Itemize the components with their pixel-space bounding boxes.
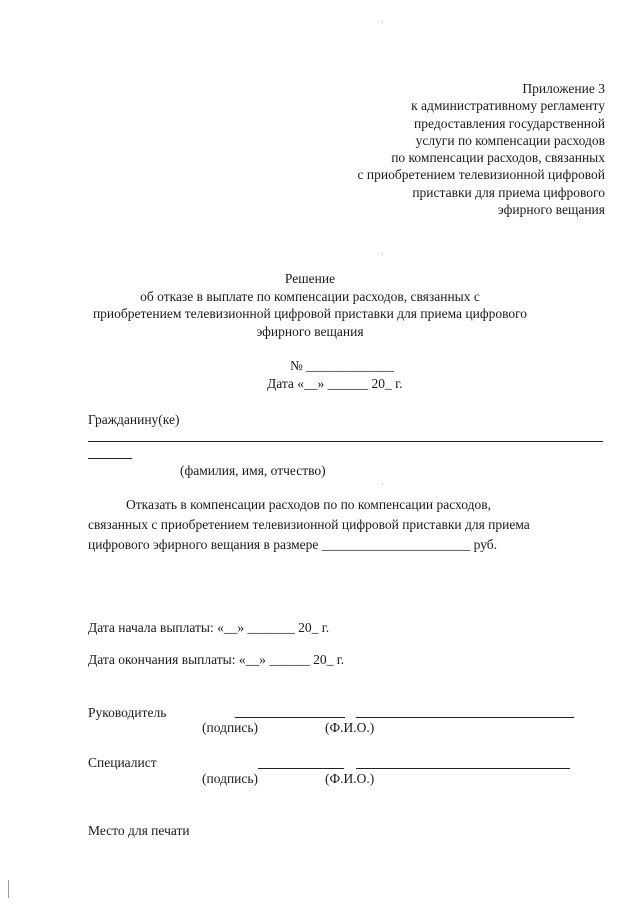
title-line: об отказе в выплате по компенсации расходов, связанных с [140,288,480,304]
scan-dot: · [381,18,384,27]
scan-edge-mark [8,880,9,898]
decision-date: Дата «__» ______ 20_ г. [267,376,403,391]
appendix-line: услуги по компенсации расходов [415,132,605,148]
specialist-name-caption: (Ф.И.О.) [325,771,375,786]
title-line: приобретением телевизионной цифровой приставки для приема цифрового [92,306,528,321]
title-line: эфирного вещания [256,323,364,339]
specialist-name-line [356,768,570,769]
title-heading: Решение [284,271,336,286]
body-line: цифрового эфирного вещания в размере ______________________ руб. [88,537,498,552]
appendix-line: эфирного вещания [497,202,605,218]
appendix-line: приставки для приема цифрового [412,184,605,200]
appendix-line: по компенсации расходов, связанных [391,150,605,166]
citizen-name-line [88,441,603,442]
head-name-caption: (Ф.И.О.) [325,720,375,735]
specialist-signature-line [258,768,344,769]
citizen-label: Гражданину(ке) [88,412,180,427]
payment-end-date: Дата окончания выплаты: «__» ______ 20_ г. [88,652,345,667]
stamp-place: Место для печати [88,823,190,838]
appendix-line: Приложение 3 [522,81,605,96]
specialist-sign-caption: (подпись) [202,771,259,786]
appendix-line: с приобретением телевизионной цифровой [357,167,605,183]
specialist-label: Специалист [88,755,157,770]
head-signature-line [235,717,345,718]
citizen-name-line-short [88,458,132,459]
citizen-caption: (фамилия, имя, отчество) [180,463,326,478]
decision-number: № _____________ [290,358,395,373]
body-line: Отказать в компенсации расходов по по компенсации расходов, [126,497,491,512]
body-line: связанных с приобретением телевизионной цифровой приставки для приема [88,517,530,532]
payment-start-date: Дата начала выплаты: «__» _______ 20_ г. [88,620,330,635]
appendix-line: предоставления государственной [414,115,605,131]
head-label: Руководитель [88,705,167,720]
document-title [60,270,640,340]
decision-body [88,495,530,555]
scan-dot: · [381,480,384,489]
head-name-line [356,717,574,718]
appendix-header [358,80,605,218]
appendix-line: к административному регламенту [411,98,605,114]
head-sign-caption: (подпись) [202,720,259,735]
scan-dot: · [381,250,384,259]
